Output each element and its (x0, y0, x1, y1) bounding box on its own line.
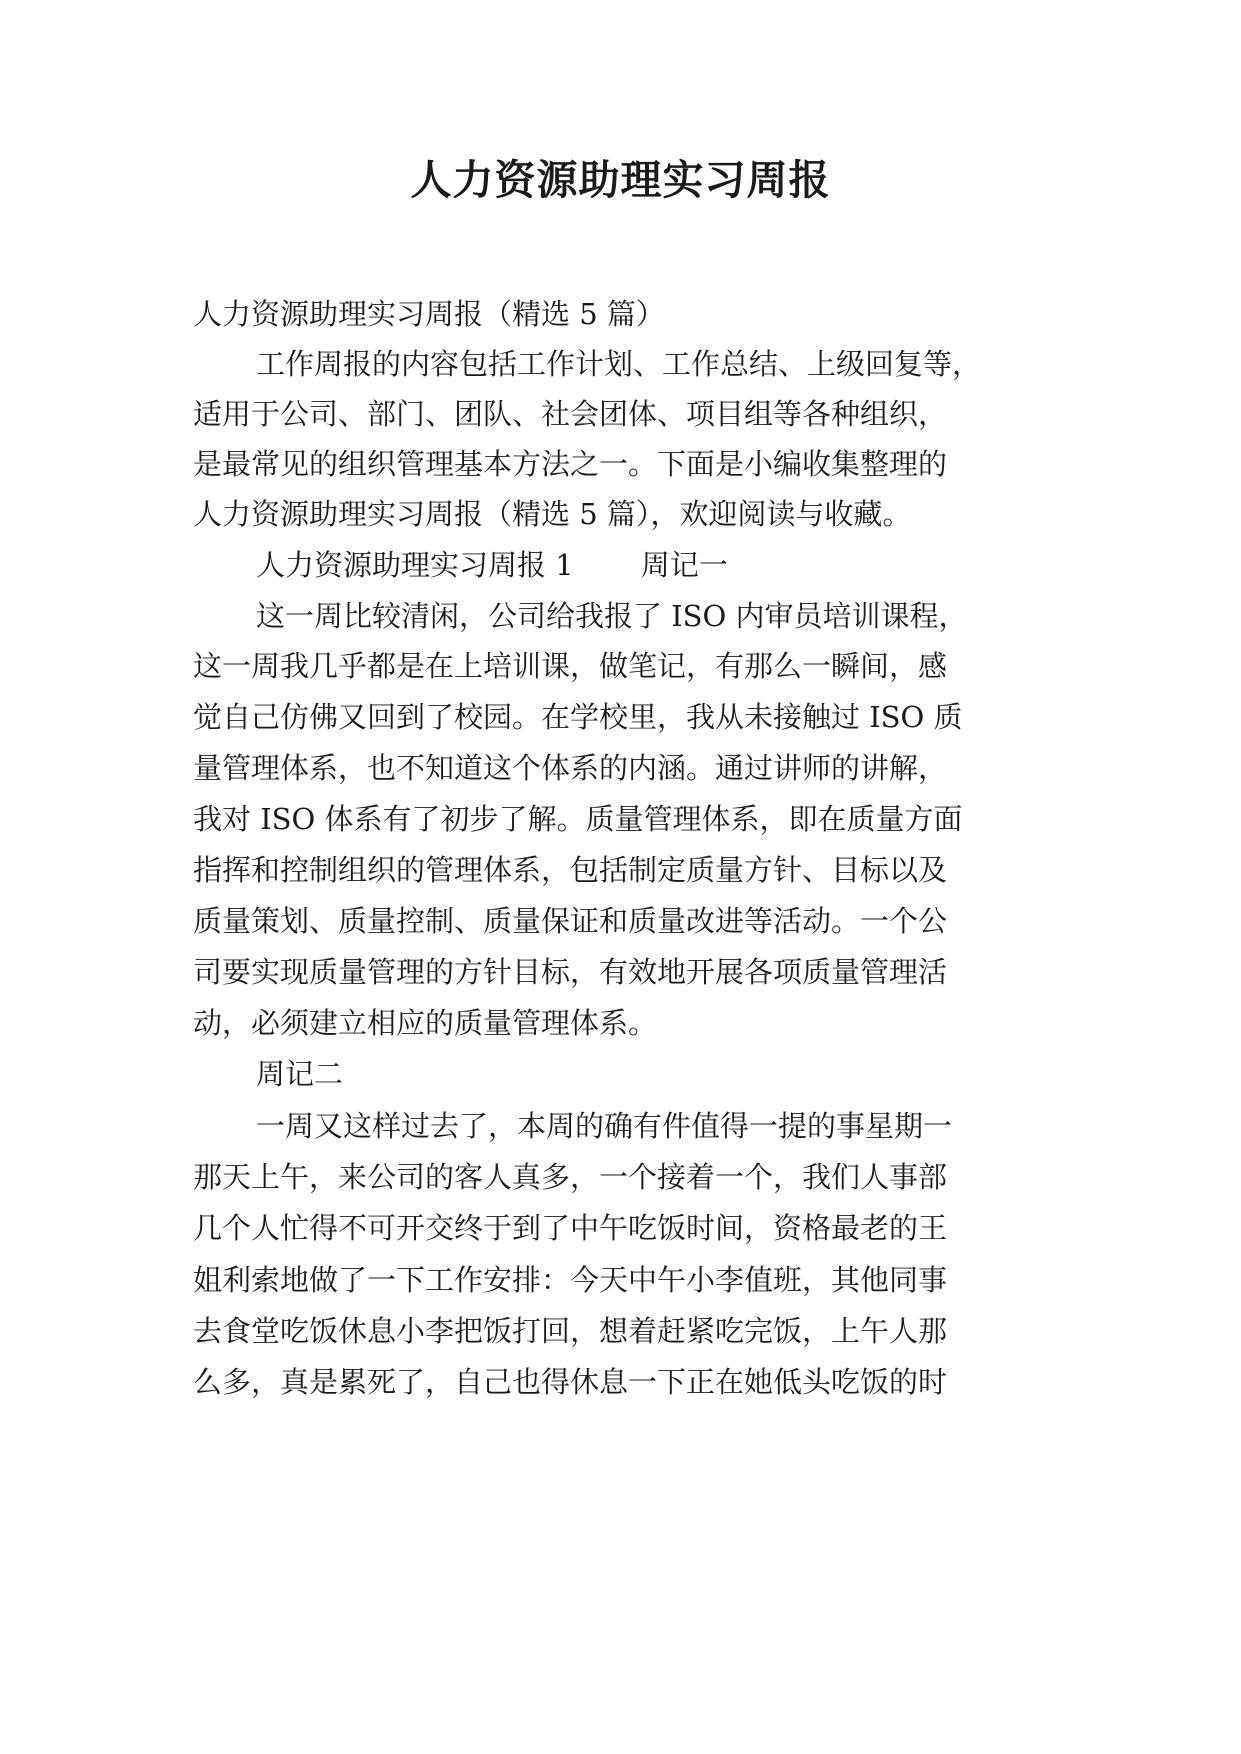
paragraph-line: 是最常见的组织管理基本方法之一。下面是小编收集整理的 (193, 447, 948, 481)
paragraph-line: 质量策划、质量控制、质量保证和质量改进等活动。一个公 (193, 904, 948, 938)
paragraph-line: 我对 ISO 体系有了初步了解。质量管理体系，即在质量方面 (193, 802, 963, 836)
paragraph-line: 指挥和控制组织的管理体系，包括制定质量方针、目标以及 (193, 853, 948, 887)
paragraph-line: 那天上午，来公司的客人真多，一个接着一个，我们人事部 (193, 1160, 948, 1194)
paragraph-line: 司要实现质量管理的方针目标，有效地开展各项质量管理活 (193, 955, 948, 989)
document-title: 人力资源助理实习周报 (410, 156, 831, 204)
paragraph-line: 这一周比较清闲，公司给我报了 ISO 内审员培训课程， (256, 599, 968, 633)
paragraph-line: 几个人忙得不可开交终于到了中午吃饭时间，资格最老的王 (193, 1211, 948, 1245)
subtitle-line: 人力资源助理实习周报（精选 5 篇） (193, 297, 665, 331)
paragraph-line: 觉自己仿佛又回到了校园。在学校里，我从未接触过 ISO 质 (193, 700, 963, 734)
section-heading: 人力资源助理实习周报 1 周记一 (256, 548, 728, 582)
paragraph-line: 人力资源助理实习周报（精选 5 篇），欢迎阅读与收藏。 (193, 497, 912, 531)
section-heading: 周记二 (256, 1057, 344, 1091)
paragraph-line: 么多，真是累死了，自己也得休息一下正在她低头吃饭的时 (193, 1365, 948, 1399)
paragraph-line: 姐利索地做了一下工作安排：今天中午小李值班，其他同事 (193, 1263, 948, 1297)
paragraph-line: 去食堂吃饭休息小李把饭打回，想着赶紧吃完饭，上午人那 (193, 1314, 948, 1348)
paragraph-line: 量管理体系，也不知道这个体系的内涵。通过讲师的讲解， (193, 751, 948, 785)
paragraph-line: 一周又这样过去了，本周的确有件值得一提的事星期一 (256, 1109, 953, 1143)
paragraph-line: 适用于公司、部门、团队、社会团体、项目组等各种组织， (193, 397, 948, 431)
paragraph-line: 工作周报的内容包括工作计划、工作总结、上级回复等， (256, 347, 982, 381)
paragraph-line: 动，必须建立相应的质量管理体系。 (193, 1006, 658, 1040)
paragraph-line: 这一周我几乎都是在上培训课，做笔记，有那么一瞬间，感 (193, 649, 948, 683)
